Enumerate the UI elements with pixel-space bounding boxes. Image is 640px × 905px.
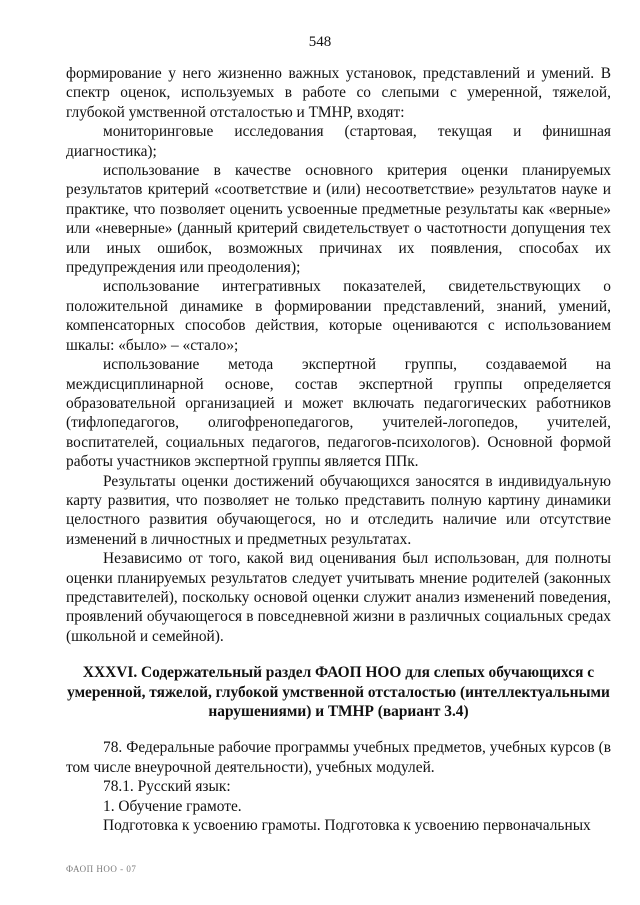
paragraph-results: Результаты оценки достижений обучающихся заносятся в индивидуальную карту развития, что позволяет не только представить полную картину динамики целостного развития обучающегося, но и отследить наличие или отсутствие изменений в личностных и предметных результатах.	[66, 472, 611, 548]
paragraph-programs: 78. Федеральные рабочие программы учебных предметов, учебных курсов (в том числе внеурочной деятельности), учебных модулей.	[66, 739, 611, 776]
paragraph-literacy: 1. Обучение грамоте.	[103, 797, 242, 815]
section-heading: XXXVI. Содержательный раздел ФАОП НОО для слепых обучающихся с умеренной, тяжелой, глубокой умственной отсталостью (интеллектуальными нарушениями) и ТМНР (вариант 3.4)	[67, 664, 610, 720]
paragraph-intro: формирование у него жизненно важных установок, представлений и умений. В спектр оценок, используемых в работе со слепыми с умеренной, тяжелой, глубокой умственной отсталостью и ТМНР, входят:	[66, 65, 611, 121]
page-number: 548	[308, 34, 332, 50]
footer-code: ФАОП НОО - 07	[66, 864, 137, 874]
paragraph-monitoring: мониторинговые исследования (стартовая, текущая и финишная диагностика);	[66, 123, 611, 160]
paragraph-preparation: Подготовка к усвоению грамоты. Подготовка к усвоению первоначальных	[103, 817, 591, 835]
paragraph-criterion: использование в качестве основного критерия оценки планируемых результатов критерий «соответствие и (или) несоответствие» результатов науке и практике, что позволяет оценить усвоенные предметные результаты как «верные» или «неверные» (данный критерий свидетельствует о частотности допущения тех или иных ошибок, возможных причинах их появления, способах их предупреждения или преодоления);	[66, 162, 611, 277]
paragraph-russian-language: 78.1. Русский язык:	[103, 778, 231, 796]
paragraph-parents: Независимо от того, какой вид оценивания был использован, для полноты оценки планируемых результатов следует учитывать мнение родителей (законных представителей), поскольку основой оценки служит анализ изменений поведения, проявлений обучающегося в повседневной жизни в различных социальных средах (школьной и семейной).	[66, 550, 611, 645]
paragraph-integrative: использование интегративных показателей, свидетельствующих о положительной динамике в формировании представлений, знаний, умений, компенсаторных способов действия, которые оцениваются с использованием шкалы: «было» – «стало»;	[66, 278, 611, 354]
body-text	[66, 64, 611, 835]
paragraph-expert-group: использование метода экспертной группы, создаваемой на междисциплинарной основе, состав экспертной группы определяется образовательной организацией и может включать педагогических работников (тифлопедагогов, олигофренопедагогов, учителей-логопедов, учителей, воспитателей, социальных педагогов, педагогов-психологов). Основной формой работы участников экспертной группы является ППк.	[66, 356, 611, 471]
